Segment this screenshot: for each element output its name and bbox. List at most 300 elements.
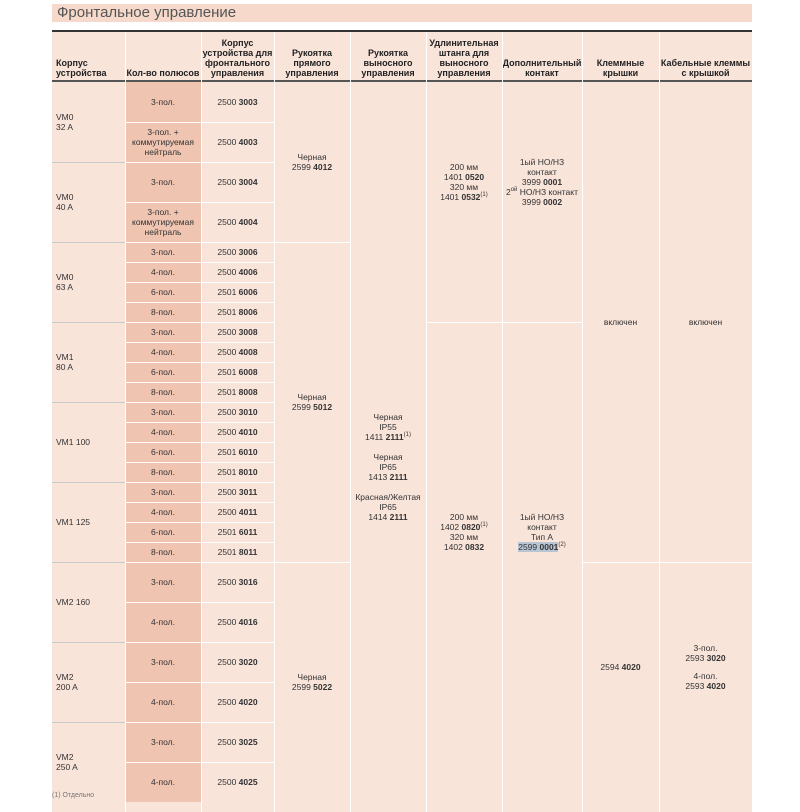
front-frame-code-number: 4020 <box>238 697 258 707</box>
poles-label: 4-пол. <box>150 347 176 357</box>
front-frame-cell <box>201 562 274 602</box>
cable-clamps-cell <box>659 562 752 802</box>
cable-clamps-cell <box>659 82 752 562</box>
poles-cell <box>125 262 201 282</box>
poles-cell <box>125 482 201 502</box>
front-frame-code-prefix: 2501 <box>217 527 239 537</box>
front-frame-code-prefix: 2501 <box>217 547 239 557</box>
column-divider <box>502 32 503 812</box>
poles-label: 4-пол. <box>150 267 176 277</box>
remote-handle-ip: IP65 <box>379 462 397 472</box>
rod-code-1 <box>440 172 488 182</box>
front-frame-code-prefix: 2500 <box>217 247 239 257</box>
cable-clamps-4p-code-value <box>685 681 725 691</box>
poles-label: 3-пол. + коммутируемая нейтраль <box>132 127 194 157</box>
row-divider <box>125 602 274 603</box>
front-frame-code-value <box>217 617 257 627</box>
poles-cell <box>125 502 201 522</box>
row-divider <box>125 462 274 463</box>
frame-label <box>56 192 73 212</box>
remote-handle-ip: IP55 <box>379 422 397 432</box>
aux-code-1 <box>506 177 578 187</box>
poles-label: 6-пол. <box>150 447 176 457</box>
poles-label: 8-пол. <box>150 307 176 317</box>
poles-cell <box>125 762 201 802</box>
direct-handle-code-number: 5022 <box>313 682 333 692</box>
front-frame-code <box>217 577 257 587</box>
header-front-frame: Корпус устройства для фронтального управления <box>202 38 273 78</box>
front-frame-cell <box>201 442 274 462</box>
front-frame-code-value <box>217 327 257 337</box>
direct-handle-code-value <box>292 682 332 692</box>
row-divider <box>125 202 274 203</box>
rod-code-2-note: (1) <box>480 192 488 199</box>
front-frame-cell <box>201 322 274 342</box>
rod-length-1: 200 мм <box>449 512 479 522</box>
aux-code-2-number: 0002 <box>543 197 563 207</box>
remote-handle-code-prefix: 1411 <box>365 432 386 442</box>
terminal-covers-code-value <box>600 662 640 672</box>
front-frame-code-prefix: 2500 <box>217 697 239 707</box>
front-frame-code-value <box>217 247 257 257</box>
rod-code-2-value <box>440 192 480 202</box>
front-frame-cell <box>201 462 274 482</box>
front-frame-code <box>217 217 257 227</box>
footnote: (1) Отдельно <box>52 792 95 799</box>
frame-rating: 200 A <box>56 682 78 692</box>
poles-label: 3-пол. <box>150 177 176 187</box>
frame-rating: 80 A <box>56 362 74 372</box>
rod-code-2 <box>440 542 488 552</box>
cable-clamps-3p-code <box>685 653 725 663</box>
cable-clamps-4p: 4-пол. <box>693 671 718 681</box>
front-frame-code-prefix: 2501 <box>217 287 239 297</box>
front-frame-code <box>217 97 257 107</box>
front-frame-code-prefix: 2500 <box>217 507 239 517</box>
front-frame-code-number: 8010 <box>238 467 258 477</box>
front-frame-code-number: 4004 <box>238 217 258 227</box>
front-frame-code <box>218 527 258 537</box>
frame-divider <box>52 402 125 403</box>
rod-length-1: 200 мм <box>449 162 479 172</box>
poles-cell <box>125 122 201 162</box>
cable-clamps-4p-code-prefix: 2593 <box>685 681 707 691</box>
front-frame-code-value <box>217 777 257 787</box>
row-divider <box>125 482 274 483</box>
remote-handle-code-prefix: 1413 <box>368 472 390 482</box>
front-frame-code <box>218 487 258 497</box>
aux-contact-cell <box>502 322 582 802</box>
aux-code-number: 0001 <box>539 542 559 552</box>
rod-code-1-prefix: 1402 <box>440 522 462 532</box>
header-cable-clamps: Кабельные клеммы с крышкой <box>660 58 751 78</box>
direct-handle-code-prefix: 2599 <box>291 402 314 412</box>
row-divider <box>125 562 274 563</box>
extension-rod-cell <box>426 82 502 322</box>
front-frame-cell <box>201 82 274 122</box>
front-frame-cell <box>201 342 274 362</box>
front-frame-code-number: 3016 <box>238 577 258 587</box>
poles-label: 8-пол. <box>150 547 176 557</box>
front-frame-code <box>217 387 257 397</box>
title-bar <box>52 4 752 22</box>
direct-handle-code-prefix: 2599 <box>291 682 314 692</box>
remote-handle-code-value <box>368 472 407 482</box>
aux-contact-cell <box>502 82 582 322</box>
front-frame-code-number: 4003 <box>238 137 258 147</box>
front-frame-code-prefix: 2500 <box>217 427 239 437</box>
poles-label: 3-пол. <box>150 407 176 417</box>
front-frame-code-value <box>217 407 257 417</box>
column-divider <box>426 32 427 812</box>
terminal-covers-code-number: 4020 <box>621 662 641 672</box>
poles-cell <box>125 562 201 602</box>
frame-label <box>56 672 78 692</box>
front-frame-code-prefix: 2500 <box>217 347 239 357</box>
remote-handle-color: Черная <box>373 452 403 462</box>
cable-clamps-3p-code-prefix: 2593 <box>685 653 707 663</box>
front-frame-code-prefix: 2500 <box>217 177 239 187</box>
poles-label: 6-пол. <box>150 527 176 537</box>
remote-handle-option <box>355 412 420 442</box>
column-divider <box>350 32 351 812</box>
frame-cell <box>52 722 125 802</box>
front-frame-code-number: 3004 <box>238 177 258 187</box>
row-divider <box>125 682 274 683</box>
front-frame-code <box>217 137 257 147</box>
poles-cell <box>125 322 201 342</box>
header-frame: Корпус устройства <box>56 58 107 78</box>
terminal-covers-code <box>600 662 640 672</box>
front-frame-code <box>217 697 257 707</box>
terminal-covers-code-prefix: 2594 <box>600 662 622 672</box>
front-frame-code <box>217 177 257 187</box>
poles-cell <box>125 382 201 402</box>
poles-cell <box>125 422 201 442</box>
front-frame-code-number: 6011 <box>238 527 258 537</box>
front-frame-cell <box>201 642 274 682</box>
front-frame-cell <box>201 262 274 282</box>
poles-label: 8-пол. <box>150 467 176 477</box>
front-frame-cell <box>201 542 274 562</box>
front-frame-code <box>217 657 257 667</box>
front-frame-cell <box>201 382 274 402</box>
front-frame-code-number: 6006 <box>238 287 258 297</box>
column-divider <box>582 32 583 812</box>
front-frame-code-number: 4006 <box>238 267 258 277</box>
front-frame-code-prefix: 2500 <box>217 137 239 147</box>
direct-handle-cell <box>274 562 350 802</box>
direct-handle-code-prefix: 2599 <box>291 162 314 172</box>
front-frame-code <box>217 467 257 477</box>
frame-name: VM2 <box>56 672 74 682</box>
front-frame-cell <box>201 602 274 642</box>
aux-line-3 <box>506 187 578 197</box>
poles-cell <box>125 442 201 462</box>
aux-code-prefix: 2599 <box>518 542 540 552</box>
row-divider <box>125 542 274 543</box>
poles-label: 3-пол. <box>150 487 176 497</box>
row-divider <box>125 522 274 523</box>
aux-line-2: контакт <box>527 522 557 532</box>
row-divider <box>125 322 274 323</box>
cable-clamps-3p-code-number: 3020 <box>706 653 726 663</box>
poles-cell <box>125 522 201 542</box>
poles-label: 8-пол. <box>150 387 176 397</box>
remote-handle-code <box>355 472 420 482</box>
remote-handle-option <box>355 492 420 522</box>
remote-handle-content <box>355 352 420 532</box>
front-frame-code <box>218 507 258 517</box>
cable-clamps-included: включен <box>688 317 723 327</box>
frame-name: VM0 <box>56 272 74 282</box>
front-frame-cell <box>201 482 274 502</box>
aux-code <box>518 542 566 552</box>
front-frame-code-value <box>217 217 257 227</box>
remote-handle-code-number: 2111 <box>389 472 408 482</box>
front-frame-code-value <box>217 367 257 377</box>
direct-handle-cell <box>274 82 350 242</box>
front-frame-code-number: 4011 <box>238 507 258 517</box>
front-frame-code <box>217 307 257 317</box>
front-frame-code-prefix: 2500 <box>217 217 239 227</box>
poles-label: 6-пол. <box>150 287 176 297</box>
aux-line-2: контакт <box>527 167 557 177</box>
header-poles: Кол-во полюсов <box>126 68 200 78</box>
row-divider <box>125 722 274 723</box>
front-frame-code <box>217 777 257 787</box>
frame-cell <box>52 482 125 562</box>
remote-handle-code-prefix: 1414 <box>368 512 390 522</box>
aux-line-3-prefix: 2 <box>505 187 511 197</box>
poles-cell <box>125 242 201 262</box>
front-frame-code <box>217 367 257 377</box>
frame-rating: 40 A <box>56 202 74 212</box>
rod-code-1-value <box>444 172 484 182</box>
frame-divider <box>52 642 125 643</box>
front-frame-code <box>217 247 257 257</box>
front-frame-cell <box>201 202 274 242</box>
poles-label: 6-пол. <box>150 367 176 377</box>
frame-divider <box>52 162 125 163</box>
front-frame-code-number: 3008 <box>238 327 258 337</box>
terminal-covers-cell <box>582 82 659 562</box>
aux-code-2-value <box>522 197 562 207</box>
remote-handle-code-number: 2111 <box>385 432 404 442</box>
frame-rating: 63 A <box>56 282 74 292</box>
frame-divider <box>52 482 125 483</box>
poles-label: 3-пол. <box>150 737 176 747</box>
group-divider <box>274 562 350 563</box>
rod-code-1-value <box>440 522 480 532</box>
frame-label <box>56 752 78 772</box>
front-frame-cell <box>201 282 274 302</box>
front-frame-code-number: 3025 <box>238 737 258 747</box>
poles-label: 3-пол. <box>150 97 176 107</box>
rod-code-1-note: (1) <box>480 522 488 529</box>
row-divider <box>125 422 274 423</box>
poles-cell <box>125 82 201 122</box>
front-frame-code-number: 8008 <box>238 387 258 397</box>
rod-length-2: 320 мм <box>449 182 479 192</box>
aux-code-1-value <box>522 177 562 187</box>
poles-label: 3-пол. + коммутируемая нейтраль <box>132 207 194 237</box>
poles-cell <box>125 602 201 642</box>
frame-name: VM0 <box>56 192 74 202</box>
front-frame-code-prefix: 2500 <box>217 487 239 497</box>
front-frame-code-prefix: 2500 <box>217 577 239 587</box>
remote-handle-cell <box>350 82 426 802</box>
remote-handle-ip: IP65 <box>379 502 397 512</box>
front-frame-cell <box>201 242 274 262</box>
frame-name: VM2 160 <box>56 597 91 607</box>
front-frame-code-prefix: 2500 <box>217 407 239 417</box>
front-frame-code-number: 6008 <box>238 367 258 377</box>
front-frame-code-prefix: 2501 <box>217 387 239 397</box>
front-frame-code-value <box>217 657 257 667</box>
front-frame-code <box>217 327 257 337</box>
front-frame-cell <box>201 122 274 162</box>
direct-handle-color: Черная <box>297 152 327 162</box>
rod-code-2 <box>440 192 488 202</box>
front-frame-code-number: 8011 <box>238 547 258 557</box>
front-frame-cell <box>201 402 274 422</box>
group-divider <box>582 562 752 563</box>
front-frame-code-prefix: 2500 <box>217 737 239 747</box>
poles-label: 4-пол. <box>150 777 176 787</box>
direct-handle-code <box>292 162 332 172</box>
poles-cell <box>125 362 201 382</box>
poles-label: 4-пол. <box>150 507 176 517</box>
rod-code-1-number: 0820 <box>461 522 481 532</box>
front-frame-code <box>217 407 257 417</box>
rod-code-2-value <box>444 542 484 552</box>
aux-code-1-prefix: 3999 <box>521 177 544 187</box>
front-frame-code-value <box>217 697 257 707</box>
remote-handle-option <box>355 452 420 482</box>
frame-label <box>56 112 73 132</box>
front-frame-code-number: 4008 <box>238 347 258 357</box>
aux-code-2-prefix: 3999 <box>521 197 544 207</box>
direct-handle-content <box>292 672 332 692</box>
row-divider <box>125 382 274 383</box>
rod-code-1-prefix: 1401 <box>443 172 466 182</box>
header-extension-rod: Удлинительная штанга для выносного управления <box>429 38 499 78</box>
group-divider <box>274 242 350 243</box>
poles-cell <box>125 722 201 762</box>
remote-handle-color: Черная <box>373 412 403 422</box>
extension-rod-cell <box>426 322 502 802</box>
cable-clamps-vm2 <box>685 643 725 691</box>
poles-cell <box>125 342 201 362</box>
frame-name: VM1 125 <box>56 517 91 527</box>
poles-label: 3-пол. <box>150 247 176 257</box>
frame-label <box>56 272 73 292</box>
front-frame-code-value <box>218 547 258 557</box>
front-frame-code-number: 3010 <box>238 407 258 417</box>
front-frame-code-value <box>217 737 257 747</box>
front-frame-code <box>217 287 257 297</box>
front-frame-code-value <box>218 487 258 497</box>
row-divider <box>125 262 274 263</box>
cable-clamps-4p-code <box>685 681 725 691</box>
front-frame-code-prefix: 2501 <box>217 467 239 477</box>
frame-divider <box>52 722 125 723</box>
front-frame-code-prefix: 2500 <box>217 267 239 277</box>
front-frame-code-number: 3003 <box>238 97 258 107</box>
group-divider <box>426 322 582 323</box>
aux-code-2 <box>506 197 578 207</box>
cable-clamps-4p-code-number: 4020 <box>706 681 726 691</box>
frame-label <box>56 437 90 447</box>
front-frame-cell <box>201 362 274 382</box>
aux-line-3-text: НО/НЗ контакт <box>517 187 578 197</box>
front-frame-cell <box>201 502 274 522</box>
front-frame-cell <box>201 762 274 802</box>
terminal-covers-cell <box>582 562 659 802</box>
direct-handle-content <box>292 152 332 172</box>
front-frame-code-value <box>217 287 257 297</box>
front-frame-cell <box>201 162 274 202</box>
frame-cell <box>52 242 125 322</box>
poles-label: 3-пол. <box>150 657 176 667</box>
frame-cell <box>52 82 125 162</box>
poles-cell <box>125 402 201 422</box>
poles-cell <box>125 162 201 202</box>
poles-cell <box>125 302 201 322</box>
front-frame-code-value <box>217 467 257 477</box>
row-divider <box>125 402 274 403</box>
remote-handle-code <box>355 432 420 442</box>
front-frame-code <box>217 427 257 437</box>
direct-handle-code-number: 4012 <box>313 162 333 172</box>
aux-contact-content <box>506 157 578 207</box>
frame-name: VM1 <box>56 352 74 362</box>
aux-code-value <box>518 542 558 552</box>
frame-cell <box>52 642 125 722</box>
direct-handle-content <box>292 392 332 412</box>
front-frame-code-number: 6010 <box>238 447 258 457</box>
cable-clamps-spacer <box>685 663 725 671</box>
front-frame-code-value <box>217 577 257 587</box>
aux-line-3: Тип A <box>530 532 554 542</box>
frame-divider <box>52 242 125 243</box>
extension-rod-content <box>440 512 488 552</box>
front-frame-code-value <box>218 507 258 517</box>
extension-rod-content <box>440 162 488 202</box>
direct-handle-code <box>292 682 332 692</box>
row-divider <box>125 442 274 443</box>
front-frame-code-number: 3006 <box>238 247 258 257</box>
front-frame-code-prefix: 2500 <box>217 327 239 337</box>
frame-name: VM1 100 <box>56 437 91 447</box>
front-frame-code-prefix: 2500 <box>217 97 239 107</box>
remote-handle-code-note: (1) <box>403 432 411 439</box>
row-divider <box>125 502 274 503</box>
direct-handle-color: Черная <box>297 392 327 402</box>
frame-cell <box>52 562 125 642</box>
front-frame-code-value <box>217 267 257 277</box>
poles-label: 3-пол. <box>150 577 176 587</box>
front-frame-code <box>217 737 257 747</box>
page-title: Фронтальное управление <box>57 4 237 21</box>
remote-handle-code-number: 2111 <box>389 512 408 522</box>
cable-clamps-3p: 3-пол. <box>693 643 718 653</box>
column-divider <box>274 32 275 812</box>
front-frame-code-prefix: 2500 <box>217 657 239 667</box>
row-divider <box>125 642 274 643</box>
front-frame-code-value <box>217 97 257 107</box>
